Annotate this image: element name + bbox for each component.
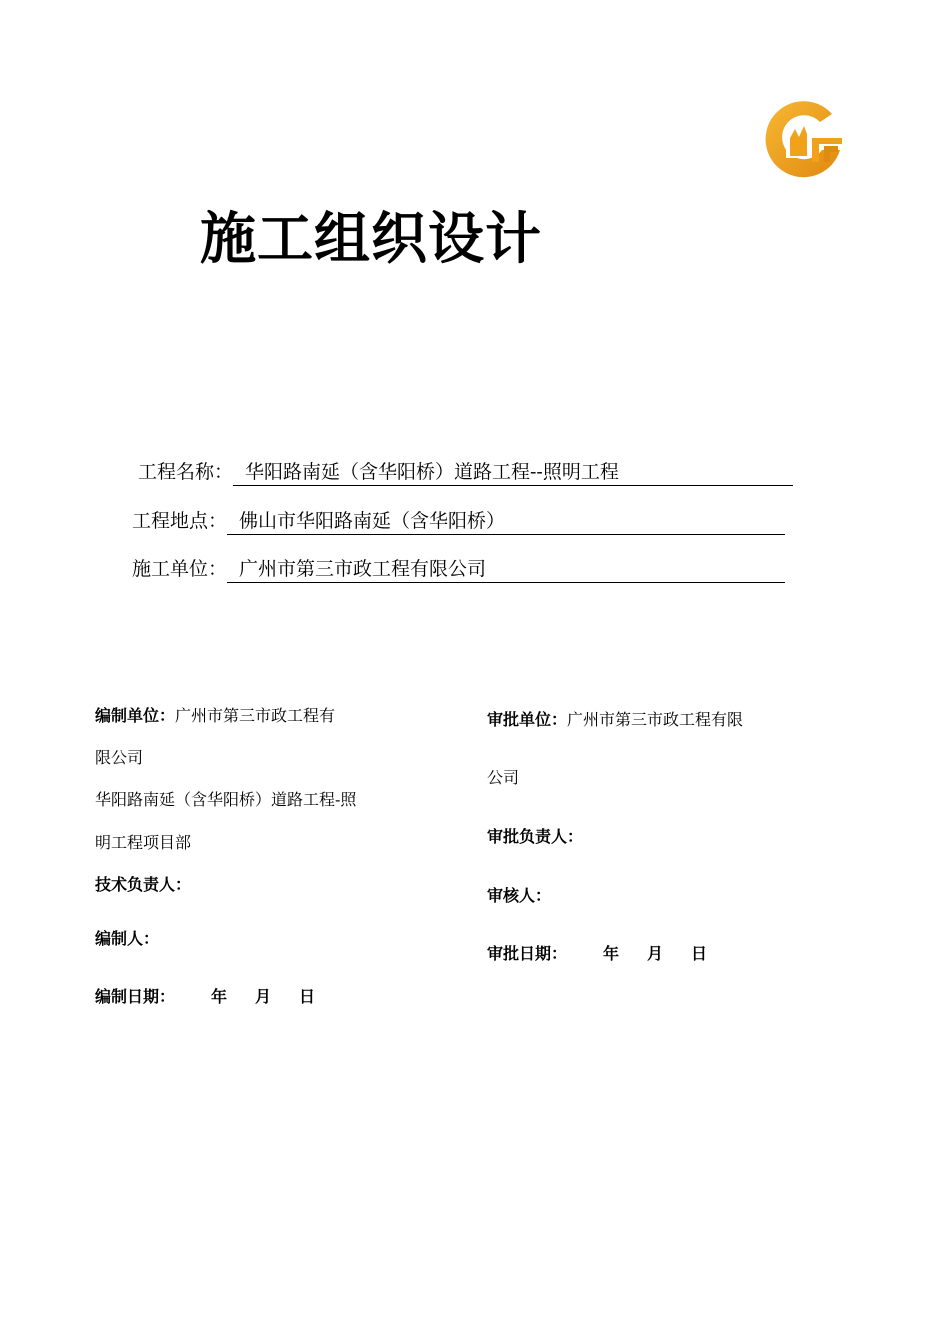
project-dept-line-1: 华阳路南延（含华阳桥）道路工程-照 — [95, 790, 357, 809]
compile-date-line — [95, 987, 315, 1007]
approve-date-line — [487, 944, 707, 964]
project-name-label: 工程名称： — [138, 461, 234, 483]
compile-unit-value-2: 限公司 — [95, 748, 144, 767]
construction-unit-value: 广州市第三市政工程有限公司 — [227, 555, 785, 583]
approve-unit-line — [487, 710, 743, 730]
project-dept-line-2: 明工程项目部 — [95, 833, 192, 852]
approve-date-year: 年 — [603, 944, 620, 963]
approve-lead-label: 审批负责人： — [487, 827, 584, 846]
approve-date-day: 日 — [691, 944, 708, 963]
compile-unit-value-1: 广州市第三市政工程有 — [175, 706, 336, 725]
approve-unit-value-1: 广州市第三市政工程有限 — [567, 710, 744, 729]
compile-unit-label: 编制单位： — [95, 706, 176, 725]
compile-date-year: 年 — [211, 987, 228, 1006]
approve-unit-value-2: 公司 — [487, 768, 520, 787]
project-location-value: 佛山市华阳路南延（含华阳桥） — [227, 507, 785, 535]
compile-unit-line — [95, 706, 335, 726]
compile-date-day: 日 — [299, 987, 316, 1006]
tech-lead-label: 技术负责人： — [95, 875, 192, 894]
project-name-row — [138, 458, 793, 486]
compile-date-label: 编制日期： — [95, 987, 176, 1006]
reviewer-label: 审核人： — [487, 886, 552, 905]
project-location-row — [132, 507, 785, 535]
compile-date-month: 月 — [255, 987, 272, 1006]
project-location-label: 工程地点： — [132, 510, 228, 532]
approve-unit-label: 审批单位： — [487, 710, 568, 729]
company-logo-icon — [760, 92, 852, 180]
construction-unit-row — [132, 555, 785, 583]
construction-unit-label: 施工单位： — [132, 558, 228, 580]
compiler-label: 编制人： — [95, 929, 160, 948]
approve-date-label: 审批日期： — [487, 944, 568, 963]
document-title: 施工组织设计 — [200, 207, 542, 272]
approve-date-month: 月 — [647, 944, 664, 963]
project-name-value: 华阳路南延（含华阳桥）道路工程--照明工程 — [233, 458, 793, 486]
